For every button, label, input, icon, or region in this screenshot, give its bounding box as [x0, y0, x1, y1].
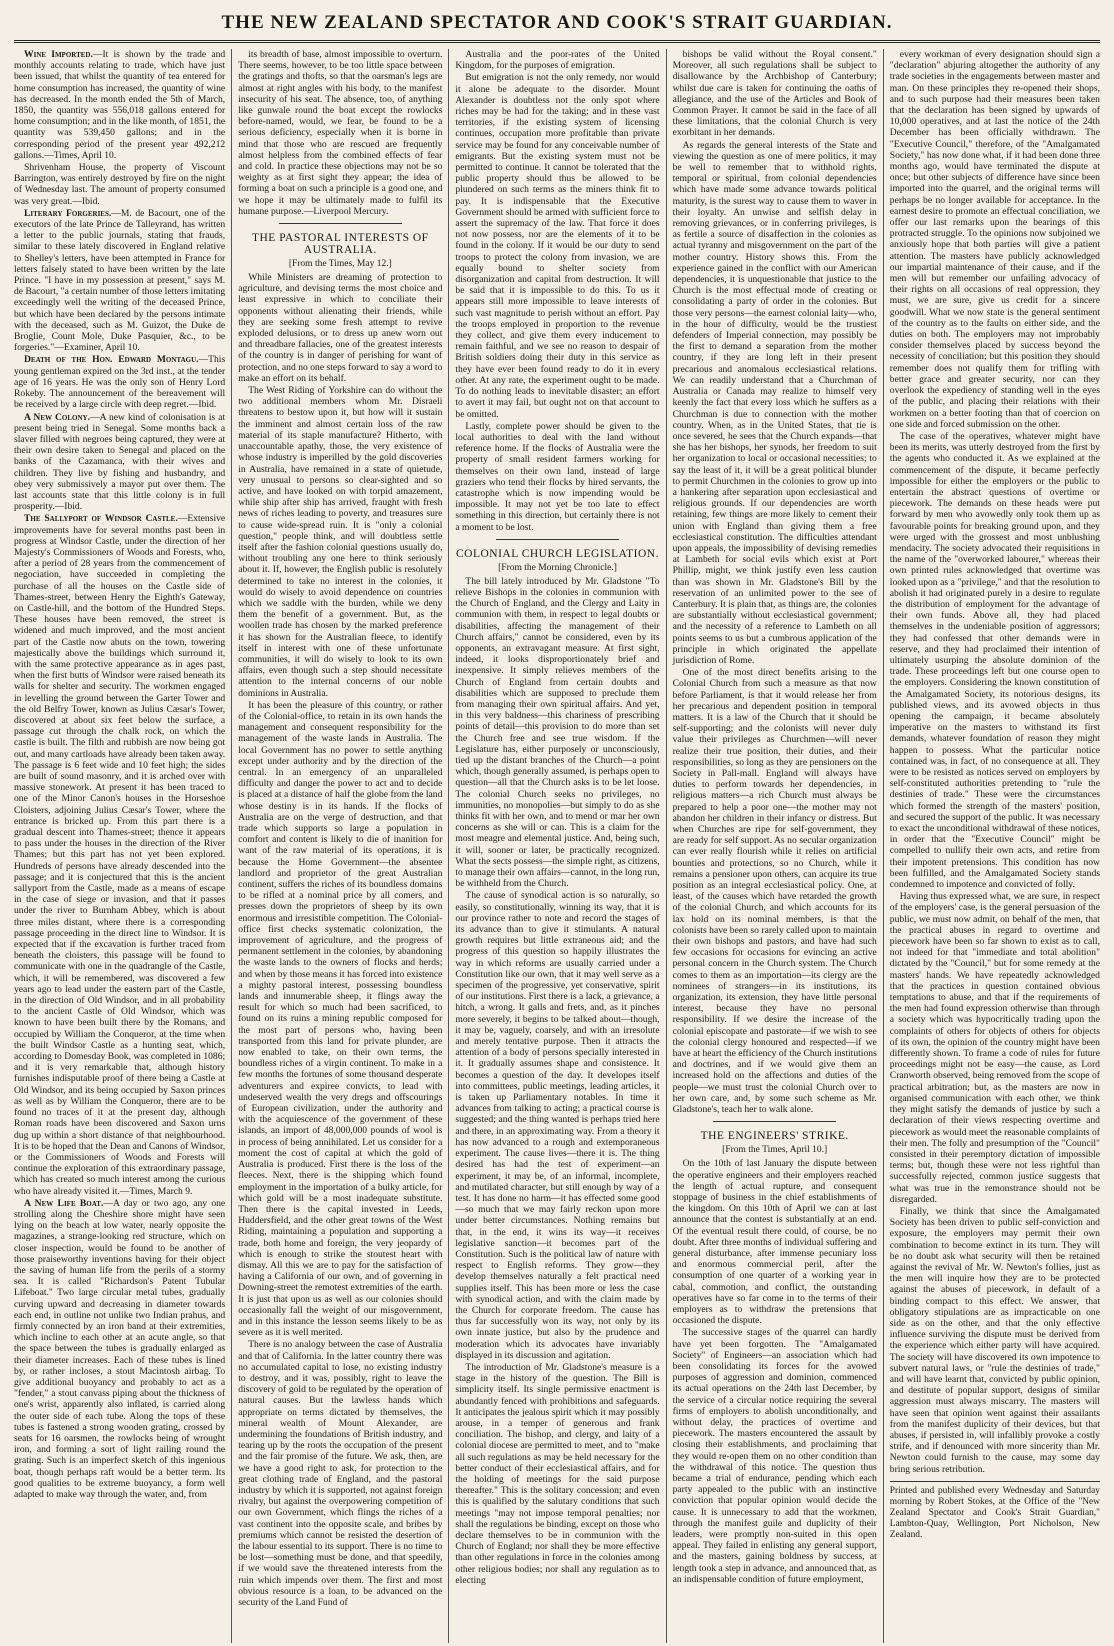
item-headline: The Sallyport of Windsor Castle.: [24, 513, 178, 525]
article-paragraph: While Ministers are dreaming of protection to agriculture, and devising terms the most choice and least expressive in which to conciliate their opponents without alienating their friends, while they are seeking some fresh attempt to revive exploded delusions, or to dress up anew worn out and threadbare fallacies, one of the greatest interests of the country is in danger of perishing for want of protection, and no one steps forward to say a word to make an effort on its behalf.: [238, 272, 443, 384]
colonial-article-source: [From the Morning Chronicle.]: [498, 562, 617, 573]
article-paragraph: [238, 49, 442, 217]
article-paragraph: The introduction of Mr. Gladstone's measure is a stage in the history of the question. The Bill is simplicity itself. Its single permissive enactment is abundantly fenced with prohibitions and safeguards. It anticipates the jealous spirit which it may possibly arouse, in a temper of generous and frank conciliation. The bishop, and clergy, and laity of a colonial diocese are permitted to meet, and to "make all such regulations as may be held necessary for the better conduct of their ecclesiastical affairs, and for the holding of meetings for the said purpose thereafter." This is the solitary concession; and even this is qualified by the salutary conditions that such meetings "may not impose temporal penalties; nor shall the regulations be binding, except on those who declare themselves to be in communion with the Church of England; nor shall they be more effective than other regulations in force in the colonies among other religious bodies; nor shall any regulation as to electing: [455, 1361, 660, 1586]
section-rule: [713, 1121, 836, 1122]
article-paragraph: One of the most direct benefits arising to the Colonial Church from such a measure as that now before Parliament, is that it would release her from her precarious and dependent position in temporal matters. It is a law of the Church that it should be self-supporting; and the colonists will never duly value their privileges as Churchmen—will never realize their true position, their duties, and their responsibilities, so long as they are pensioners on the Society in Pall-mall. England will always have duties to perform towards her dependencies, in religious matters—a rich Church must always be prepared to help a poor one—the mother may not abandon her children in their infancy or distress. But when Churches are ripe for self-government, they are ready for self support. As no secular organization can ever really flourish while it relies on artificial bounties and protections, so no Church, while it remains a pensioner upon others, can acquire its true position as an integral ecclesiastical policy. One, at least, of the causes which have retarded the growth of the colonial Church, and which accounts for its lax hold on its nominal members, is that the colonists have been so rarely called upon to maintain their own bishops and pastors, and have had such few occasions for occasions for evincing an active personal concern in the Church system. The Church comes to them as an importation—its clergy are the nominees of strangers—in its institutions, its organization, its extension, they have little personal interest, because they have no personal responsibility. If we desire the increase of the colonial episcopate and pastorate—if we wish to see the colonial clergy honoured and respected—if we have at heart the efficiency of the Church institutions and doctrines, and if we would give them an increased hold on the affections and duties of the people—we must trust the colonial Church over to her own care, and, by some such scheme as Mr. Gladstone's, teach her to walk alone.: [672, 667, 877, 1116]
section-rule: [496, 539, 619, 540]
article-paragraph: Lastly, complete power should be given to the local authorities to deal with the land without reference home. If the flocks of Australia were the property of small resident farmers working for themselves on their own land, instead of large graziers who tend their flocks by hired servants, the catastrophe which is now impending would be impossible. It may not yet be too late to effect something in this direction, but certainly there is not a moment to be lost.: [455, 420, 660, 533]
article-paragraph: The case of the operatives, whatever might have been its merits, was utterly destroyed from the first by the agents who conducted it. As we explained at the commencement of the dispute, it became perfectly impossible for either the employers or the public to entertain the abstract questions of overtime or piecework. The demands on these heads were put forward by men who avowedly only took them up as favourable points for breaking ground upon, and they were urged with the grossest and most unblushing mendacity. The society advocated their requisitions in the name of the "overworked labourer," whereas their own printed rules acknowledged that overtime was looked upon as a "privilege," and that the resolution to abolish it had originated purely in a desire to regulate the distribution of employment for the advantage of their own funds. Above all, they had placed themselves in the undeniable position of aggressors; they had confessed that other demands were in reserve, and they had proclaimed their intention of ultimately usurping the absolute dominion of the trade. These proceedings left but one course open to the employers. Considering the known constitution of the Amalgamated Society, its notorious designs, its published views, and its avowed objects in thus opening the campaign, it became absolutely imperative on the masters to withstand its first demands, whatever foundation of reason they might happen to possess. What the particular notice contained was, in fact, of no consequence at all. They were to be resisted as notices served on employers by self-constituted authorities pretending to "rule the destinies of trade." These were the circumstances which formed the strength of the masters' position, and secured the support of the public. It was necessary to exact the unconditional withdrawal of these notices, in order that the "Executive Council" might be compelled to nullify their own acts, and retire from their impotent pretensions. This condition has now been fulfilled, and the Amalgamated Society stands condemned to impotence and convicted of folly.: [889, 430, 1100, 891]
article-paragraph: [14, 513, 225, 1196]
item-headline: Death of the Hon. Edward Montagu.: [24, 354, 199, 366]
article-paragraph: [14, 1198, 225, 1500]
masthead: THE NEW ZEALAND SPECTATOR AND COOK'S STRAIT GUARDIAN.: [14, 6, 1100, 43]
item-text: Shrivenham House, the property of Viscount Barrington, was entirely destroyed by fire on the night of Wednesday last. The amount of property consumed was very great.—Ibid.: [14, 162, 226, 207]
article-paragraph: [14, 354, 225, 410]
article-paragraph: Having thus expressed what, we are sure, in respect of the employers' case, is the general persuasion of the public, we must now admit, on behalf of the men, that the practical abuses in regard to overtime and piecework have been so far shown to exist as to call, not indeed for that "immediate and total abolition" dictated by the "Council," but for some remedy at the masters' hands. We have repeatedly acknowledged that the practices in question contained obvious temptations to abuse, and that if the requirements of the men had found expression otherwise than through a society which was hypocritically trading upon the complaints of others for objects of others for objects of its own, the opinion of the country might have been differently shown. To frame a code of rules for future proceedings might not be easy—the cause, as Lord Cranworth observed, being removed from the scope of practical arbitration; but, as the masters are now in organised communication with each other, we think they might satisfy the demands of justice by such a declaration of their views respecting overtime and piecework as would meet the reasonable complaints of their men. The folly and presumption of the "Council" consisted in their peremptory dictation of impossible terms; but, though these were not less rightful than successfully rejected, common justice suggests that what was true in the remonstrance should not be disregarded.: [889, 891, 1100, 1205]
article-paragraph: There is no analogy between the case of Australia and that of California. In the latter country there was no accumulated capital to lose, no existing industry to destroy, and it was, possibly, right to leave the discovery of gold to be regulated by the operation of natural causes. But the lawless hands which appropriate on terms dictated by themselves, the mineral wealth of Mount Alexander, are undermining the foundations of British industry, and tearing up by the roots the occupation of the present and the fair promise of the future. We ask, then, are we have a good right to ask, for protection to the great clothing trade of England, and the pastoral industry by which it is supported, not against foreign rivalry, but against the overpowering competition of our own Government, which flings the riches of a vast continent into the opposite scale, and bribes by premiums which cannot be resisted the desertion of the labour essential to its support. There is no time to be lost—something must be done, and that speedily, if we would save the threatened interests from the ruin which impends over them. The first and most obvious resource is a loan, to be advanced on the security of the Land Fund of: [238, 1339, 443, 1609]
article-paragraph: The bill lately introduced by Mr. Gladstone "To relieve Bishops in the colonies in communion with the Church of England, and the Clergy and Laity in communion with them, in respect to legal doubts or disabilities, affecting the management of their Church affairs," cannot be considered, even by its opponents, an extravagant measure. At first sight, indeed, it looks disproportionately brief and inexpensive. It simply relieves members of the Church of England from certain doubts and disabilities which are supposed to preclude them from managing their own spiritual affairs. And yet, in this very baldness—this chariness of prescribing points of detail—this provision to do more than set the Church free and see true wisdom. If the Legislature has, either purposely or unconsciously, tied up the distant branches of the Church—a point which, though generally assumed, is perhaps open to question—all that the Church asks is to be let loose. The colonial Church seeks no privileges, no immunities, no monopolies—but simply to do as she thinks fit with her own, and to mend or mar her own concerns as she will or can. This is a claim for the most meagre and elemental justice. And, being such, it will, sooner or later, be practically recognized. What the sects possess—the simple right, as citizens, to manage their own affairs—cannot, in the long run, be withheld from the Church.: [455, 575, 660, 890]
section-rule: [279, 223, 402, 224]
column-2: [231, 49, 448, 1643]
item-headline: Wine Imported.: [24, 49, 93, 60]
column-5: [883, 49, 1100, 1643]
item-headline: Literary Forgeries.: [24, 207, 112, 219]
column-grid: [14, 49, 1100, 1643]
engineers-article-heading: THE ENGINEERS' STRIKE.: [700, 1130, 849, 1143]
item-text: —This young gentleman expired on the 3rd inst., at the tender age of 16 years. He was the only son of Henry Lord Rokeby. The announcement of the bereavement will be received by a large circle with deep regret.—Ibid.: [14, 354, 226, 411]
article-paragraph: The successive stages of the quarrel can hardly have yet been forgotten. The "Amalgamated Society" of Engineers—an association which had been consolidating its forces for the avowed purposes of aggression and dominion, commenced its actual operations on the 24th last December, by the service of a circular notice requiring the several firms of employers to abolish unconditionally, and without delay, the practices of overtime and piecework. The masters encountered the assault by closing their establishments, and proclaiming that they would re-open them on no other condition than the withdrawal of this notice. The question thus became a trial of endurance, pending which each party appealed to the public with an instinctive conviction that popular opinion would decide the cause. It is unnecessary to add that the workmen, through the manifest guile and duplicity of their leaders, were promptly non-suited in this open appeal. They failed in enlisting any general support, and the masters, gaining boldness by success, at length took a step in advance, and announced that, as an indispensable condition of future employment,: [672, 1327, 877, 1585]
article-paragraph: Finally, we think that since the Amalgamated Society has been driven to public self-conviction and exposure, the employers may permit their own combination to become extinct in its turn. They will be no doubt ask what security will then be retained against the revival of Mr. W. Newton's follies, just as the men will inquire how they are to be protected against the abuses of piecework, in default of a binding compact to this effect. We answer, that obligatory stipulations are as impracticable on one side as on the other, and that the only effective influence surviving the dispute must be derived from the experience which either party will have acquired. The society will have discovered its own impotence to subvert natural laws, or "rule the destinies of trade," and will have learnt that, convicted by public opinion, and destitute of popular support, designs of similar aggression must always miscarry. The masters will have seen that opinion went against their assailants from the manifest duplicity of their devices, but that abuses, if persisted in, will infallibly provoke a costly strife, and if denounced with more sincerity than Mr. Newton could furnish to the cause, may some day bring serious retribution.: [889, 1205, 1100, 1475]
pastoral-article-source: [From the Times, May 12.]: [288, 259, 392, 270]
item-text: its breadth of base, almost impossible to overturn. There seems, however, to be too little space between the gratings and thofts, so that the oarsman's legs are almost at right angles with his body, to the manifest insecurity of his seat. The absence, too, of anything like gunwale round the boat except the rowlocks before-named, would, we fear, be found to be a serious deficiency, especially when it is borne in mind that those who are rescued are frequently almost helpless from the combined effects of fear and cold. In practice these objections may not be so weighty as at first sight they appear; the idea of forming a boat on such a principle is a good one, and we hope it may be ultimately made to fulfil its humane purpose.—Liverpool Mercury.: [238, 49, 443, 217]
article-paragraph: [14, 208, 225, 354]
item-headline: A New Life Boat.: [24, 1197, 104, 1209]
article-paragraph: every workman of every designation should sign a "declaration" abjuring altogether the authority of any trade societies in the engagements between master and man. On these principles they re-opened their shops, and to such purpose had their measures been taken that the declaration has been signed by upwards of 10,000 operatives, and at last the notice of the 24th December has been officially withdrawn. The "Executive Council," therefore, of the "Amalgamated Society," has now done what, if it had been done three months ago, would have terminated the dispute at once; but other subjects of difference have since been imported into the quarrel, and the original terms will perhaps be no longer available for acceptance. In the earnest desire to promote an effectual conciliation, we offer our last remarks upon the bearings of this protracted struggle. To the opinions now subjoined we anxiously hope that both parties will give a patient attention. The masters have publicly acknowledged our impartial maintenance of their cause, and if the men will but remember our unfailing advocacy of their rights on all occasions of real oppression, they must, we are sure, give us credit for a sincere goodwill. What we now state is the general sentiment of the country as to the faults on either side, and the duties on both. The employers may not improbably consider themselves placed by success beyond the necessity of conciliation; but this position they should remember does not qualify them for trifling with better grace and greater security, nor can they overlook the expediency of standing well in the eyes of the public, and placing their relations with their workmen on a better footing than that of coercion on one side and forced submission on the other.: [889, 49, 1100, 430]
item-headline: A New Colony.: [24, 411, 90, 423]
engineers-article-source: [From the Times, April 10.]: [722, 1145, 828, 1156]
article-paragraph: bishops be valid without the Royal consent." Moreover, all such regulations shall be subject to disallowance by the Archbishop of Canterbury; whilst due care is taken for continuing the oaths of allegiance, and the use of the Articles and Book of Common Prayer. It cannot be said in the face of all these limitations, that the colonial Church is very exorbitant in her demands.: [672, 49, 877, 139]
article-paragraph: The West Riding of Yorkshire can do without the two additional members whom Mr. Disraeli threatens to bestow upon it, but how will it sustain the imminent and almost certain loss of the raw material of its staple manufacture? Hitherto, with unaccountable apathy, those, the very existence of whose industry is imperilled by the gold discoveries in Australia, have remained in a state of quietude, very unusual to persons so clear-sighted and so active, and have looked on with torpid amazement, while ship after ship has arrived, fraught with fresh news of riches leading to poverty, and treasures sure to cause wide-spread ruin. It is "only a colonial question," people think, and will doubtless settle itself after the fashion colonial questions usually do, without troubling any one here to think seriously about it. If, however, the English public is resolutely determined to take no interest in the colonies, it would do wisely to avoid dependence on countries which we saddle with the burden, while we deny them the benefit of a government. But, as the woollen trade has chosen by the marked preference it has shown for the Australian fleece, to identify itself in interest with one of these unfortunate communities, it will do wisely to look to its own affairs, even though such a step should necessitate attention to the internal concerns of our noble dominions in Australia.: [238, 385, 443, 699]
column-3: [448, 49, 665, 1643]
item-text: —A day or two ago, any one strolling along the Cheshire shore might have seen lying on the beach at low water, nearly opposite the magazines, a strange-looking red structure, which on closer inspection, would be found to be another of those praiseworthy inventions having for their object the saving of human life from the perils of a stormy sea. It is called "Richardson's Patent Tubular Lifeboat." Two large circular metal tubes, gradually curving upward and decreasing in diameter towards each end, in outline not unlike two Indian prahus, and firmly connected by an iron band at their extremities, which incline to each other at an acute angle, so that the space between the tubes is gradually enlarged as their diameter increases. Each of these tubes is lined by, or rather incloses, a stout Macintosh airbag. To give additional buoyancy and probably to act as a "fender," a stout canvass piping about the thickness of one's wrist, apparently also inflated, is carried along the outer side of each tube. Along the tops of these tubes is fastened a strong wooden grating, crossed by seats for 16 oarsmen, the rowlocks being of wrought iron, and forming a sort of light railing round the grating. Such is an imperfect sketch of this ingenious boat, though perhaps raft would be a better term. Its good qualities to be extreme buoyancy, a form well adapted to make way through the water, and, from: [14, 1197, 226, 1500]
item-text: —Extensive improvements have for several months past been in progress at Windsor Castle, under the direction of her Majesty's Commissioners of Woods and Forests, who, after a period of 28 years from the commencement of negociation, have succeeded in completing the purchase of all the houses on the Castle side of Thames-street, between Henry the Eighth's Gateway, on Castle-hill, and the bottom of the Hundred Steps. These houses have been removed, the street is widened and much improved, and the most ancient part of the Castle now abuts on the town, towering majestically above the buildings which surround it, with the same protective appearance as in ages past, when the first butts of Windsor were raised beneath its walls for shelter and security. The workmen engaged in levelling the ground between the Garter Tower and the old Belfry Tower, known as Julius Cæsar's Tower, discovered at about six feet below the surface, a passage cut through the chalk rock, on which the castle is built. The filth and rubbish are now being got out, and many cartloads have already been taken away. The passage is 6 feet wide and 10 feet high; the sides are built of sound masonry, and it is arched over with massive stonework. At present it has been traced to one of the Minor Canon's houses in the Horseshoe Cloisters, adjoining Julius Cæsar's Tower, where the entrance is bricked up. From this part there is a gradual descent into Thames-street; thence it appears to pass under the houses in the direction of the River Thames; but this part has not yet been explored. Hundreds of persons have already descended into the passage; and it is conjectured that this is the ancient sallyport from the Castle, made as a means of escape in the case of siege or invasion, and that it passes under the river to Burnham Abbey, which is about three miles distant, where there is a corresponding passage proceeding in the direct line to Windsor. It is expected that if the excavation is further traced from beneath the cloisters, this passage will be found to communicate with one in the quadrangle of the Castle, which, it will be remembered, was discovered a few years ago to lead under the eastern part of the Castle, in the direction of Old Windsor, and in all probability to the ancient Castle of Old Windsor, which was known to have been built there by the Romans, and occupied by William the Conqueror, at the time when the built Windsor Castle as a hunting seat, which, according to Domesday Book, was completed in 1086; and it is very remarkable that, although history furnishes indisputable proof of there being a Castle at Old Windsor, and its being occupied by Saxon princes as well as by William the Conqueror, there are to be found no traces of it at the present day, although Roman roads have been discovered and Saxon urns dug up within a short distance of that neighbourhood. It is to be hoped that the Dean and Canons of Windsor, or the Commissioners of Woods and Forests will continue the exploration of this extraordinary passage, which has created so much interest among the curious who have already visited it.—Times, March 9.: [14, 513, 226, 1197]
pastoral-article-heading: THE PASTORAL INTERESTS OF AUSTRALIA.: [251, 232, 429, 257]
article-paragraph: [14, 162, 225, 207]
colonial-article-heading: COLONIAL CHURCH LEGISLATION.: [455, 547, 659, 560]
publisher-imprint: Printed and published every Wednesday and Saturday morning by Robert Stokes, at the Office of the "New Zealand Spectator and Cook's Strait Guardian," Lambton-Quay, Wellington, Port Nicholson, New Zealand.: [890, 1481, 1100, 1541]
article-paragraph: As regards the general interests of the State and viewing the question as one of mere politics, it may be well to remember that to withhold rights, temporal or spiritual, from colonial dependencies which have made some advance towards political maturity, is the surest way to cause them to waver in their loyalty. An unwise and selfish delay in removing grievances, or in conferring privileges, is as fertile a source of disaffection in the colonies as actual tyranny and misgovernment on the part of the mother country. History shows this. From the experience gained in the conflict with our American dependencies, it is unquestionable that justice to the Church is the most effectual mode of creating or consolidating a party of order in the colonies. But those very persons—the earnest colonial laity—who, in the hour of difficulty, would be the trustiest defenders of Imperial connection, may possibly be the first to demand a separation from the mother country, if they are long left in their present precarious and anomalous ecclesiastical relations. We can readily understand that a Churchman of Australia or Canada may realize to himself very keenly the fact that every loss which he suffers as a Churchman is due to connection with the mother country. When, as in the United States, that tie is once severed, he sees that the Church expands—that she has her bishops, her synods, her freedom to suit her organization to local or occasional necessities; to say the least of it, it will be a great political blunder to permit Churchmen in the colonies to grow up into a hankering after separation upon ecclesiastical and religious grounds. If our dependencies are worth retaining, few things are more likely to cement their union with England than giving them a free ecclesiastical constitution. The difficulties attendant upon appeals, the impossibility of devising remedies at Lambeth for social evils which exist at Port Phillip, might, we think justify even less caution than was shown in Mr. Gladstone's Bill by the reservation of an unlimited power to the see of Canterbury. It is plain that, as things are, the colonies are substantially without ecclesiastical government; and the necessity of a reference to Lambeth on all points seems to us but a cumbrous application of the principle in which originated the appellate jurisdiction of Rome.: [672, 139, 877, 666]
item-text: —It is shown by the trade and monthly accounts relating to trade, which have just been issued, that whilst the quantity of tea entered for home consumption has increased, the quantity of wine has decreased. In the month ended the 5th of March, 1850, the quantity was 556,018 gallons entered for home consumption; and in the like month, of 1851, the quantity was 539,450 gallons; and in the corresponding period of the present year 492,212 gallons.—Times, April 10.: [14, 49, 226, 161]
article-paragraph: But emigration is not the only remedy, nor would it alone be adequate to the disorder. Mount Alexander is doubtless not the only spot where riches may be had for the taking; and in these vast territories, if the existing system of licensing continues, occupation more profitable than private service may be found for any conceivable number of emigrants. But the existing system must not be permitted to continue. It cannot be tolerated that the public property should thus be allowed to be plundered on such terms as the miners think fit to pay. It is indispensable that the Executive Government should be armed with sufficient force to assert the supremacy of the law. That force it does not now possess, nor are the elements of it to be found in the colony. If it would be our duty to send troops to protect the colony from invasion, we are equally bound to shelter society from disorganization and capital from destruction. It will be said that it is impossible to do this. To us it appears still more impossible to leave interests of such vast magnitude to perish without an effort. Pay the troops employed in proportion to the revenue they collect, and give them every inducement to remain faithful, and we see no reason to despair of British soldiers doing their duty in this service as they have ever been found ready to do it in every other. At any rate, the experiment ought to be made. To do nothing leads to inevitable disaster; an effort to avert it may fail, but ought not on that account to be omitted.: [455, 72, 660, 420]
column-4: [666, 49, 883, 1643]
article-paragraph: Australia and the poor-rates of the United Kingdom, for the purposes of emigration.: [455, 49, 660, 72]
item-text: —A new kind of colonisation is at present being tried in Senegal. Some months back a slaver filled with negroes being captured, they were at their own desire taken to Senegal and placed on the banks of the Cazamanca, with their wives and children. They live by fishing and husbandry, and obey very submissively a mayor put over them. The last accounts state that this little colony is in full prosperity.—Ibid.: [14, 411, 226, 513]
article-paragraph: On the 10th of last January the dispute between the operative engineers and their employers reached the length of actual rupture, and consequent stoppage of business in the chief establishments of the kingdom. On this 10th of April we can at last announce that the contest is substantially at an end. Of the eventual result there could, of course, be no doubt. After three months of individual suffering and general disturbance, after immense pecuniary loss and enormous commercial peril, after the consumption of one quarter of a working year in cabal, commotion, and conflict, the outstanding operatives have so far come in to the terms of their employers as to withdraw the pretensions that occasioned the dispute.: [672, 1158, 877, 1327]
article-paragraph: The cause of synodical action is so naturally, so easily, so constitutionally, winning its way, that it is our province rather to note and record the stages of its advance than to give it stimulants. A natural growth requires but little extraneous aid; and the progress of this question so happily illustrates the way in which reforms are usually carried under a Constitution like our own, that it may well serve as a specimen of the progressive, yet conservative, spirit of our institutions. First there is a lack, a grievance, a hitch, a wrong. It galls and frets, and, as it pinches more severely, it begins to be talked about—though, it may be, vaguely, coarsely, and with an irresolute and merely tentative purpose. Then it attracts the attention of a body of persons specially interested in it. It gradually assumes shape and consistence. It becomes a question of the day. It developes itself into committees, public meetings, leading articles, it is taken up Parliamentary notables. In time it advances from talking to acting; a practical course is suggested; and the thing wanted is perhaps tried here and there, in an approximating way. From a theory it has now advanced to a rough and extemporaneous experiment. The cause lives—there it is. The thing desired has had the test of experiment—an experiment, it may be, of an informal, incomplete, and mutilated character, but still enough by way of a test. It has done no harm—it has effected some good—so much that we may fairly reckon upon more under better circumstances. Nothing remains but that, in the end, it wins its way—it receives legislative sanction—it becomes part of the Constitution. Such is the political law of nature with respect to English reforms. They grow—they develop themselves naturally a felt practical need supplies itself. This has been more or less the case with synodical action, and with the claim made by the Church for corporate freedom. The cause has thus far successfully won its way, not only by its own innate justice, but also by the prudence and moderation which its advocates have invariably displayed in its discussion and agitation.: [455, 890, 660, 1361]
article-paragraph: [14, 49, 225, 161]
item-text: —M. de Bacourt, one of the executors of the late Prince de Talleyrand, has written a letter to the public journals, stating that frauds, similar to these lately discovered in England relative to Shelley's letters, have been attempted in France for letters falsely stated to have been written by the late Prince. "I have in my possession at present," says M. de Bacourt, "a certain number of those letters imitating exceedingly well the writing of the deceased Prince, but which have been declared by the persons intimate with the deceased, such as M. Guizot, the Duke de Broglie, Count Mole, Duke Pasquier, &c., to be forgeries."—Examiner, April 10.: [14, 207, 226, 354]
article-paragraph: [14, 412, 225, 513]
article-paragraph: It has been the pleasure of this country, or rather of the Colonial-office, to retain in its own hands the management and consequent responsibility for the management of the waste lands in Australia. The local Government has no power to settle anything except under authority and by the direction of the central. In an emergency of an unparalleled difficulty and danger the power to act and to decide is placed at a distance of half the globe from the land whose destiny is in its hands. If the flocks of Australia are on the verge of destruction, and that trade which supports so large a population in comfort and content is likely to die of inanition for want of the raw material of its operations, it is because the Home Government—the absentee landlord and proprietor of the great Australian continent, suffers the riches of its boundless domains to be rifled at a nominal price by all comers, and presses down the proprietors of sheep by its own enormous and irresistible competition. The Colonial-office first checks systematic colonization, the improvement of agriculture, and the progress of permanent settlement in the colonies, by abandoning the waste lands to the owners of flocks and herds; and when by those means it has forced into existence a mighty pastoral interest, possessing boundless lands and innumerable sheep, it flings away the result for which so much had been sacrificed, to found on its ruins a mining republic composed for the most part of persons who, having been transported from this land for private plunder, are now enabled to take, on their own terms, the boundless riches of a virgin continent. To make in a few months the fortunes of some thousand desperate adventurers and expiree convicts, to lead with undeserved wealth the very dregs and offscourings of European civilization, under the authority and with the acquiescence of the government of these islands, an import of 48,000,000 pounds of wool is in process of being annihilated. Let us consider for a moment the cost of capital at which the gold of Australia is produced. First there is the loss of the fleeces. Next, there is the shipping which found employment in the importation of a bulky article, for which gold will be a most inadequate substitute. Then there is the capital invested in Leeds, Huddersfield, and the other great towns of the West Riding, maintaining a population and supporting a trade, both home and foreign, the very jeopardy of which is enough to strike the stoutest heart with dismay. All this we are to pay for the satisfaction of having a California of our own, and of governing in Downing-street the remotest extremities of the earth. It is just that upon us as well as our colonies should occasionally fall the weight of our misgovernment, and in this instance the lesson seems likely to be as severe as it is well merited.: [238, 699, 443, 1339]
column-1: [14, 49, 231, 1643]
